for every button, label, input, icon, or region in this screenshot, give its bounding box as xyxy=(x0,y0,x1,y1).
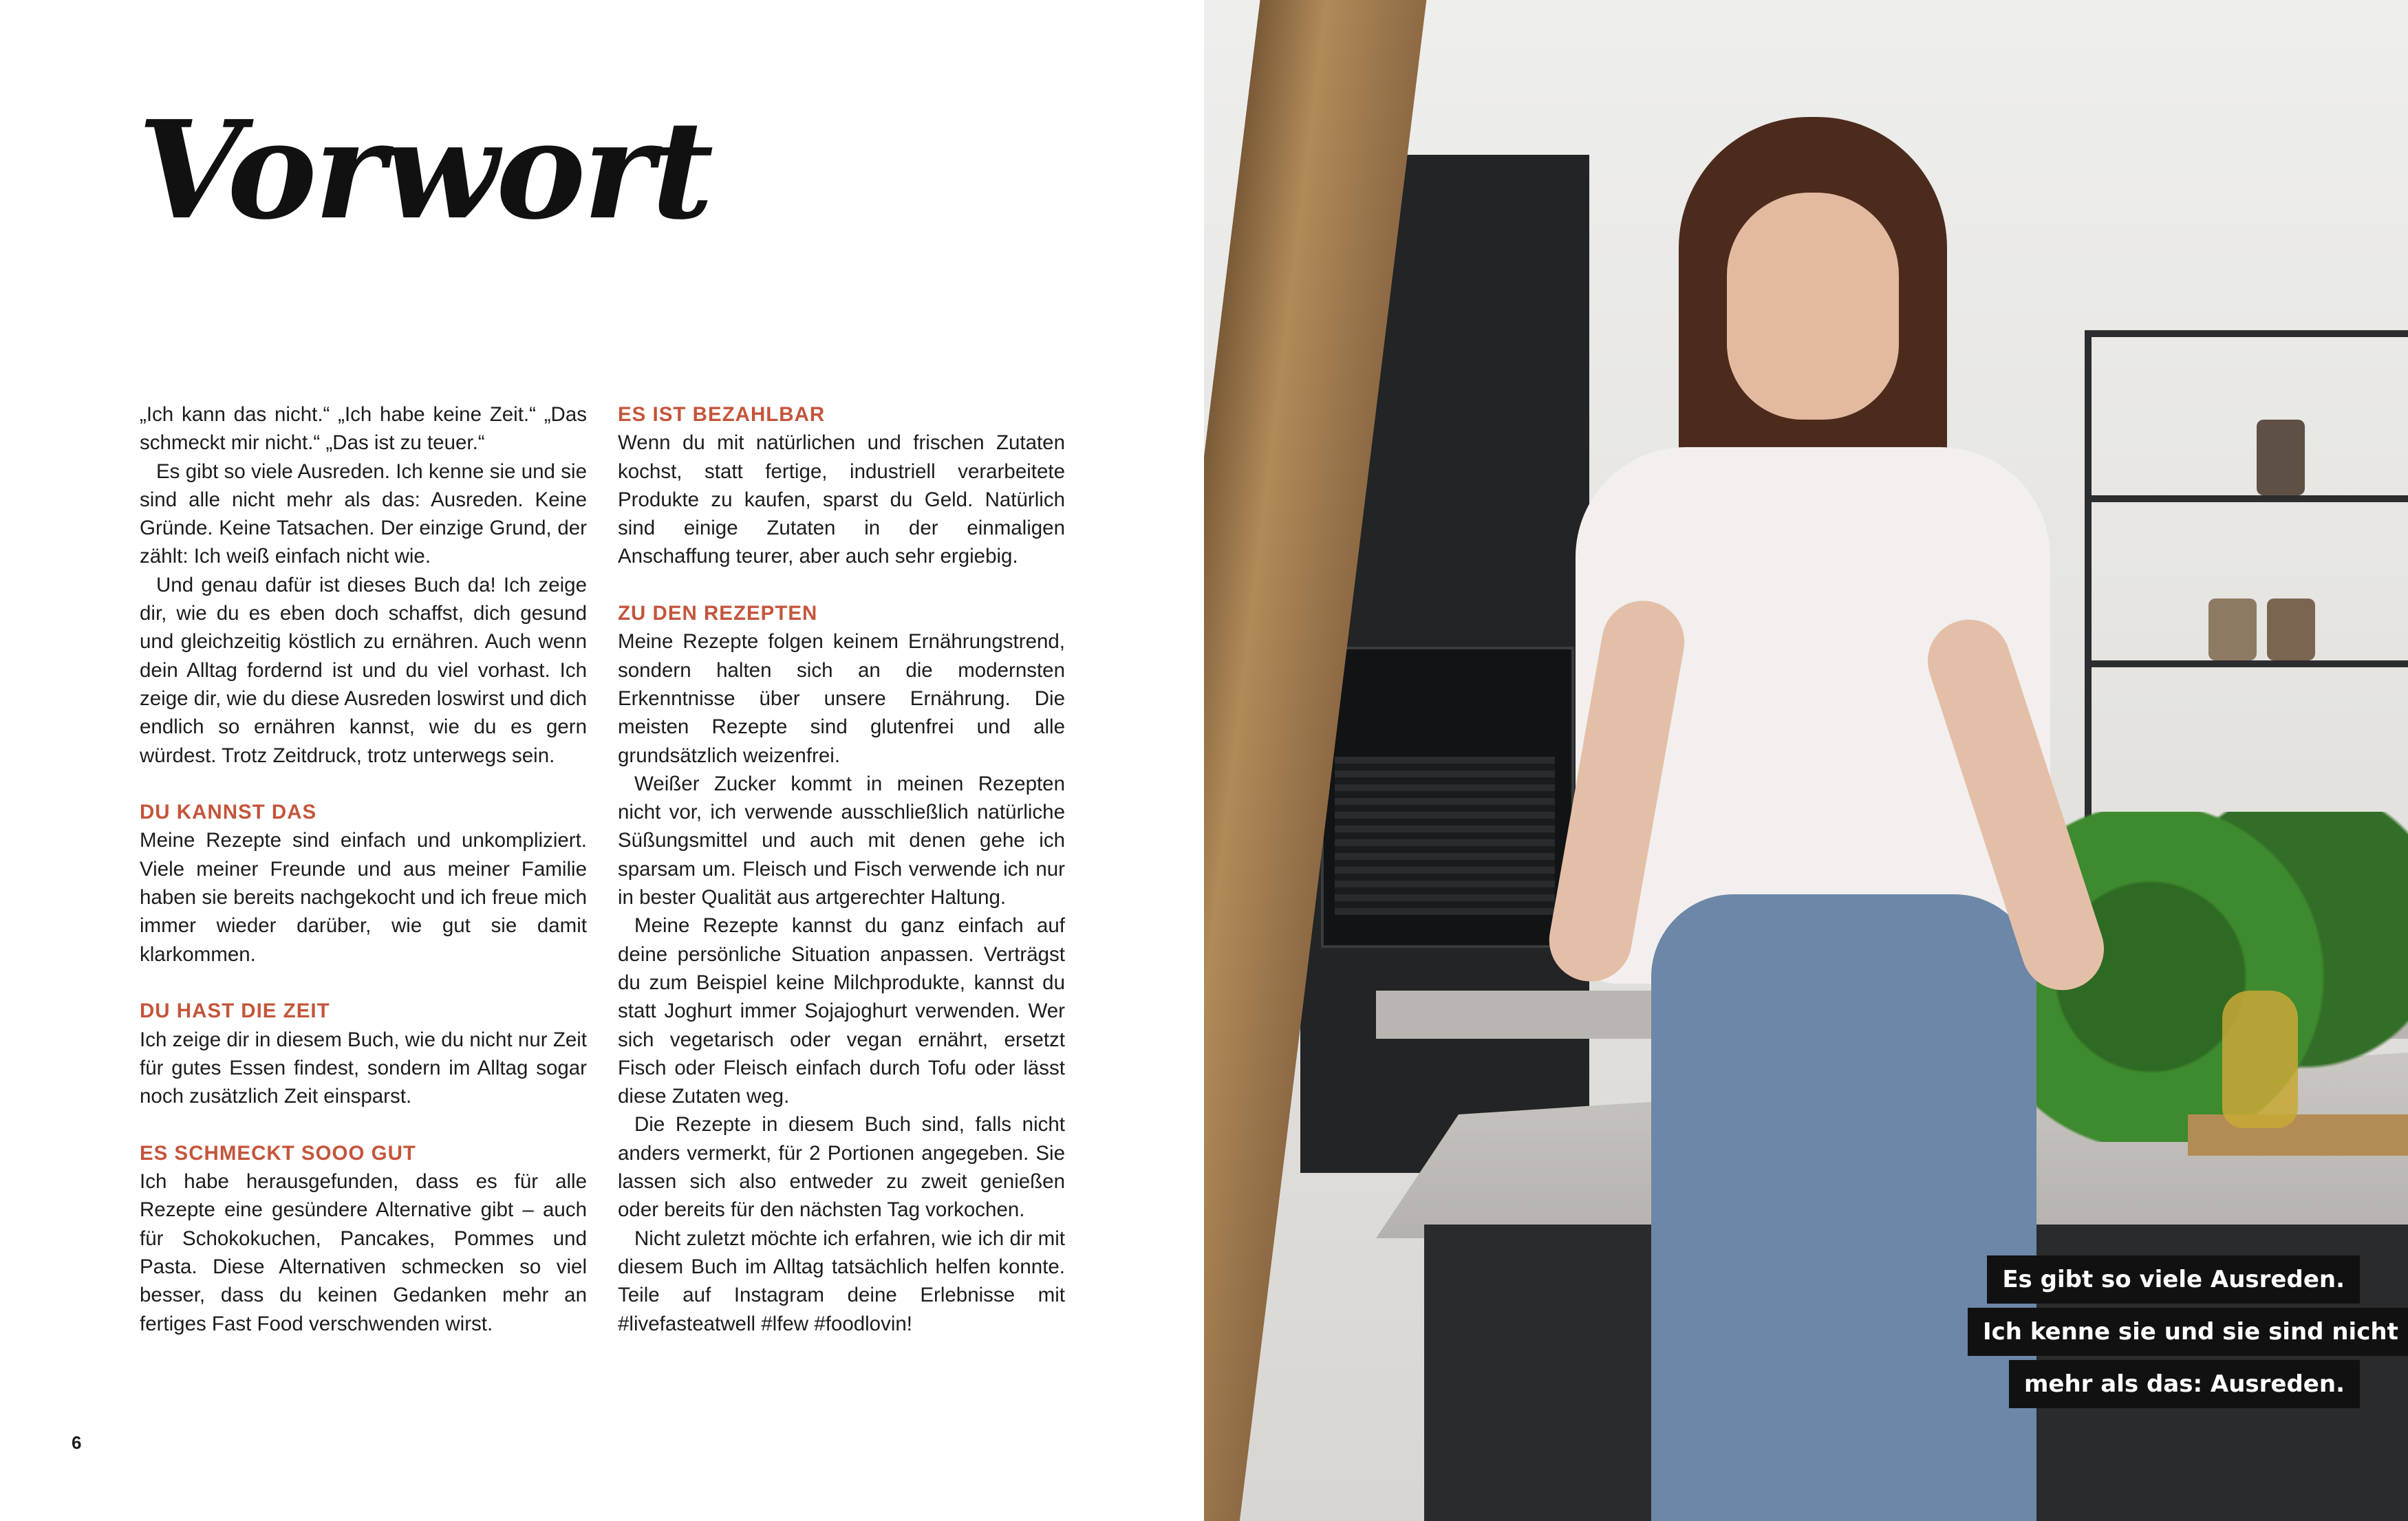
paragraph: Meine Rezepte kannst du ganz einfach auf deine persönliche Situation anpassen. Verträgst du zum Beispiel keine Milchprodukte, kannst du statt Joghurt immer Sojajoghurt verwenden. Wer sich vegetarisch oder vegan ernährt, ersetzt Fisch oder Fleisch einfach durch Tofu oder lässt diese Zutaten weg. xyxy=(618,914,1065,1108)
quote-line: mehr als das: Ausreden. xyxy=(2009,1360,2360,1408)
quote-line: Ich kenne sie und sie sind nicht xyxy=(1968,1308,2408,1356)
page-number: 6 xyxy=(72,1432,82,1453)
jar xyxy=(2257,420,2305,495)
paragraph: Meine Rezepte sind einfach und unkompliziert. Viele meiner Freunde und aus meiner Familie haben sie bereits nachgekocht und ich freue mich immer wieder darüber, wie gut sie damit klarkommen. xyxy=(140,829,587,966)
page-title: Vorwort xyxy=(138,91,711,250)
section-heading: ZU DEN REZEPTEN xyxy=(618,602,818,625)
cutting-board xyxy=(2188,1114,2408,1156)
section-heading: DU HAST DIE ZEIT xyxy=(140,1000,330,1023)
paragraph: Es gibt so viele Ausreden. Ich kenne sie und sie sind alle nicht mehr als das: Ausreden. Keine Gründe. Keine Tatsachen. Der einzige Grund, der zählt: Ich weiß einfach nicht wie. xyxy=(140,460,587,568)
shelf-board xyxy=(2092,495,2408,502)
shelf-board xyxy=(2092,660,2408,667)
paragraph: Ich zeige dir in diesem Buch, wie du nicht nur Zeit für gutes Essen findest, sondern im Alltag sogar noch zusätzlich Zeit einsparst. xyxy=(140,1028,587,1108)
face xyxy=(1727,193,1899,420)
paragraph: Wenn du mit natürlichen und frischen Zutaten kochst, statt fertige, industriell verarbeitete Produkte zu kaufen, sparst du Geld. Natürlich sind einige Zutaten in der einmaligen Anschaffung teurer, aber auch sehr ergiebig. xyxy=(618,431,1065,568)
section-heading: DU KANNST DAS xyxy=(140,801,317,824)
paragraph: „Ich kann das nicht.“ „Ich habe keine Zeit.“ „Das schmeckt mir nicht.“ „Das ist zu teuer.“ xyxy=(140,403,587,455)
oven-door xyxy=(1335,757,1555,915)
quote-line: Es gibt so viele Ausreden. xyxy=(1987,1255,2360,1304)
paragraph: Weißer Zucker kommt in meinen Rezepten nicht vor, ich verwende ausschließlich natürliche Süßungsmittel und auch mit denen gehe ich sparsam um. Fleisch und Fisch verwende ich nur in bester Qualität aus artgerechter Haltung. xyxy=(618,772,1065,909)
text-column-left xyxy=(140,400,587,1338)
oil-bottle xyxy=(2222,991,2298,1128)
paragraph: Und genau dafür ist dieses Buch da! Ich zeige dir, wie du es eben doch schaffst, dich gesund und gleichzeitig köstlich zu ernähren. Auch wenn dein Alltag fordernd ist und du viel vorhast. Ich zeige dir, wie du diese Ausreden loswirst und dich endlich so ernähren kannst, wie du es gern würdest. Trotz Zeitdruck, trotz unterwegs sein. xyxy=(140,573,587,767)
paragraph: Ich habe herausgefunden, dass es für alle Rezepte eine gesündere Alternative gibt – auch für Schokokuchen, Pancakes, Pommes und Pasta. Diese Alternativen schmecken so viel besser, dass du keinen Gedanken mehr an fertiges Fast Food verschwenden wirst. xyxy=(140,1170,587,1335)
jeans xyxy=(1651,894,2036,1521)
paragraph: Die Rezepte in diesem Buch sind, falls nicht anders vermerkt, für 2 Portionen angegeben. Sie lassen sich also entweder zu zweit genießen oder bereits für den nächsten Tag vorkochen. xyxy=(618,1113,1065,1222)
text-column-right xyxy=(618,400,1065,1338)
paragraph: Nicht zuletzt möchte ich erfahren, wie ich dir mit diesem Buch im Alltag tatsächlich helfen konnte. Teile auf Instagram deine Erlebnisse mit #livefasteatwell #lfew #foodlovin! xyxy=(618,1227,1065,1335)
jar xyxy=(2267,598,2315,660)
jar xyxy=(2208,598,2257,660)
section-heading: ES IST BEZAHLBAR xyxy=(618,403,826,426)
paragraph: Meine Rezepte folgen keinem Ernährungstrend, sondern halten sich an die modernsten Erkenntnisse über unsere Ernährung. Die meisten Rezepte sind glutenfrei und alle grundsätzlich weizenfrei. xyxy=(618,630,1065,767)
pull-quote xyxy=(1968,1255,2408,1412)
section-heading: ES SCHMECKT SOOO GUT xyxy=(140,1141,416,1165)
